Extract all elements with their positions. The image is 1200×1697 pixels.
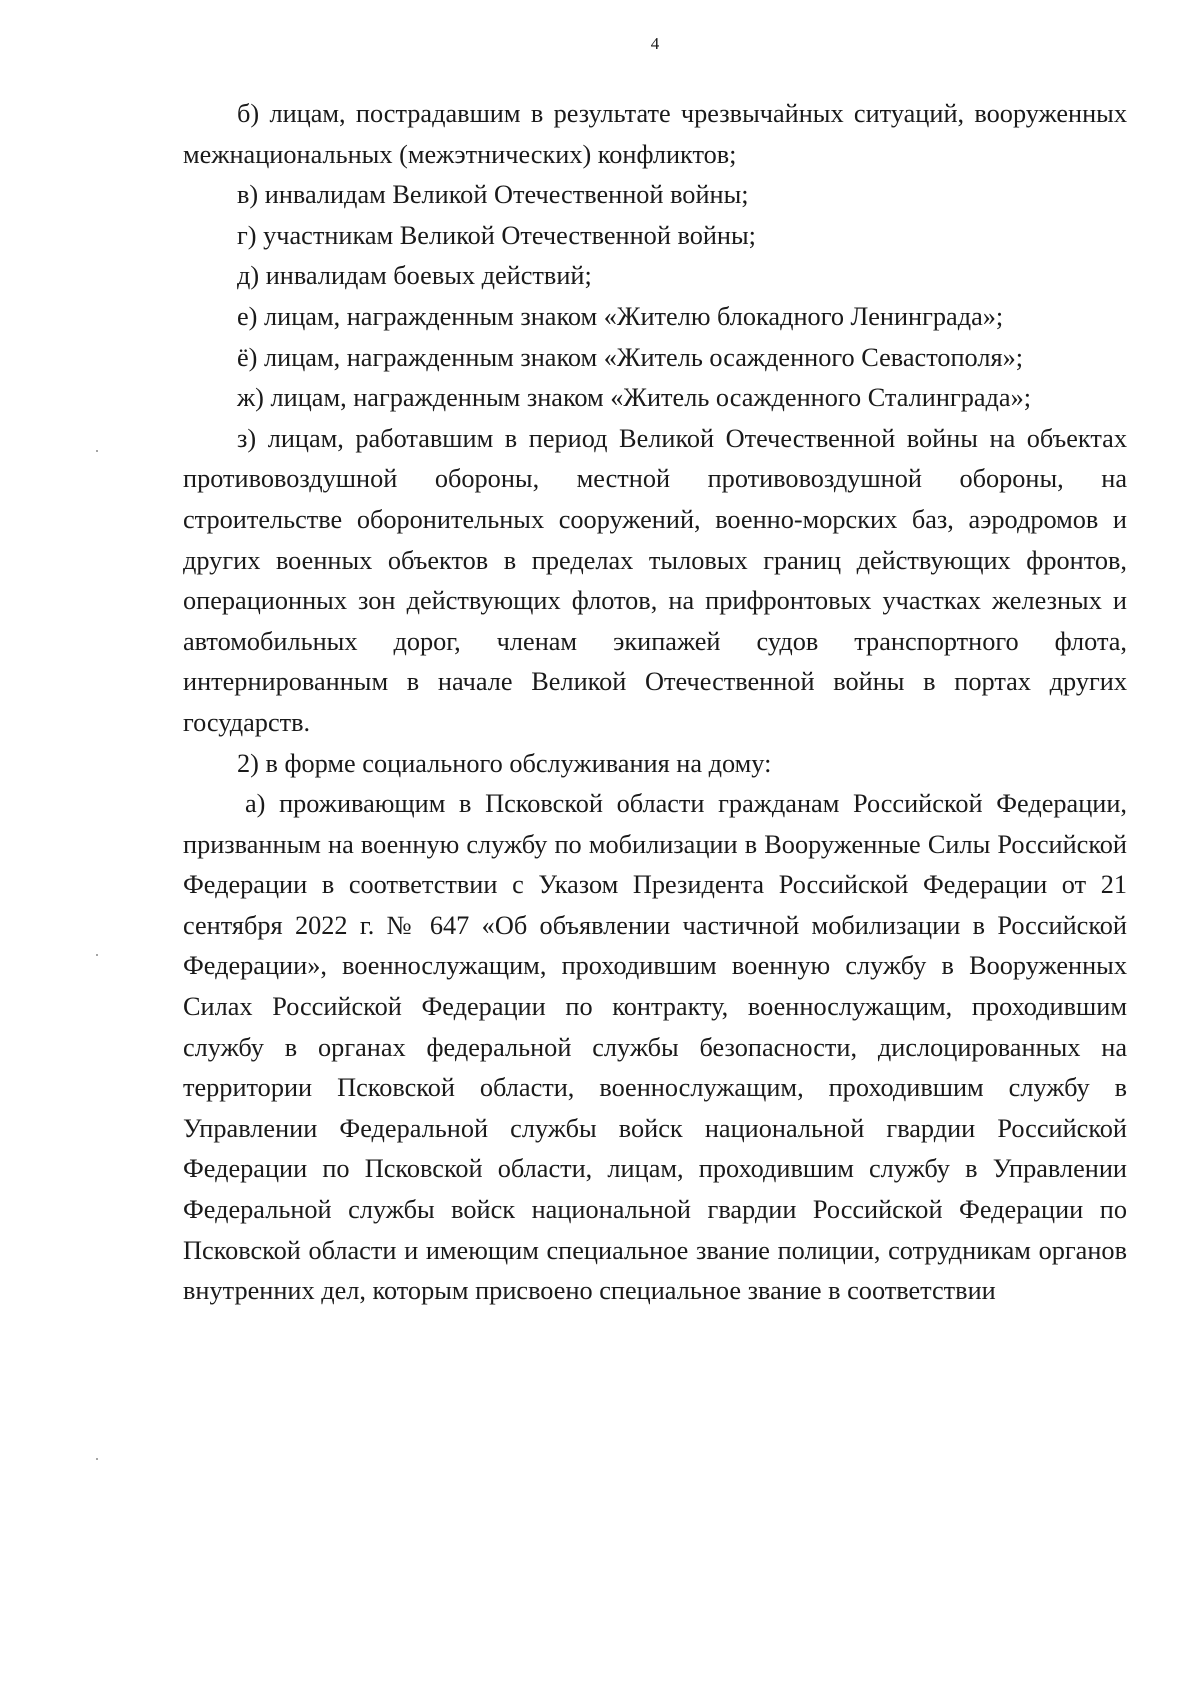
margin-speck — [96, 954, 98, 956]
paragraph-zh: ж) лицам, награжденным знаком «Житель осажденного Сталинграда»; — [237, 383, 1032, 413]
margin-speck — [96, 450, 98, 452]
document-body — [183, 94, 1127, 1312]
margin-speck — [96, 1458, 98, 1460]
paragraph-a: а) проживающим в Псковской области гражданам Российской Федерации, призванным на военную службу по мобилизации в Вооруженные Силы Российской Федерации в соответствии с Указом Президента Российской Федерации от 21 сентября 2022 г. № 647 «Об объявлении частичной мобилизации в Российской Федерации», военнослужащим, проходившим военную службу в Вооруженных Силах Российской Федерации по контракту, военнослужащим, проходившим службу в органах федеральной службы безопасности, дислоцированных на территории Псковской области, военнослужащим, проходившим службу в Управлении Федеральной службы войск национальной гвардии Российской Федерации по Псковской области, лицам, проходившим службу в Управлении Федеральной службы войск национальной гвардии Российской Федерации по Псковской области и имеющим специальное звание полиции, сотрудникам органов внутренних дел, которым присвоено специальное звание в соответствии — [183, 789, 1127, 1306]
paragraph-b: б) лицам, пострадавшим в результате чрезвычайных ситуаций, вооруженных межнациональных (межэтнических) конфликтов; — [183, 99, 1127, 169]
paragraph-yo: ё) лицам, награжденным знаком «Житель осажденного Севастополя»; — [237, 342, 1024, 372]
page-number: 4 — [650, 34, 660, 53]
paragraph-item-2: 2) в форме социального обслуживания на дому: — [237, 748, 772, 778]
paragraph-v: в) инвалидам Великой Отечественной войны; — [237, 180, 749, 210]
paragraph-d: д) инвалидам боевых действий; — [237, 261, 592, 291]
paragraph-z: з) лицам, работавшим в период Великой Отечественной войны на объектах противовоздушной обороны, местной противовоздушной обороны, на строительстве оборонительных сооружений, военно-морских баз, аэродромов и других военных объектов в пределах тыловых границ действующих фронтов, операционных зон действующих флотов, на прифронтовых участках железных и автомобильных дорог, членам экипажей судов транспортного флота, интернированным в начале Великой Отечественной войны в портах других государств. — [183, 423, 1127, 737]
paragraph-e: е) лицам, награжденным знаком «Жителю блокадного Ленинграда»; — [237, 301, 1004, 331]
paragraph-g: г) участникам Великой Отечественной войны; — [237, 220, 756, 250]
